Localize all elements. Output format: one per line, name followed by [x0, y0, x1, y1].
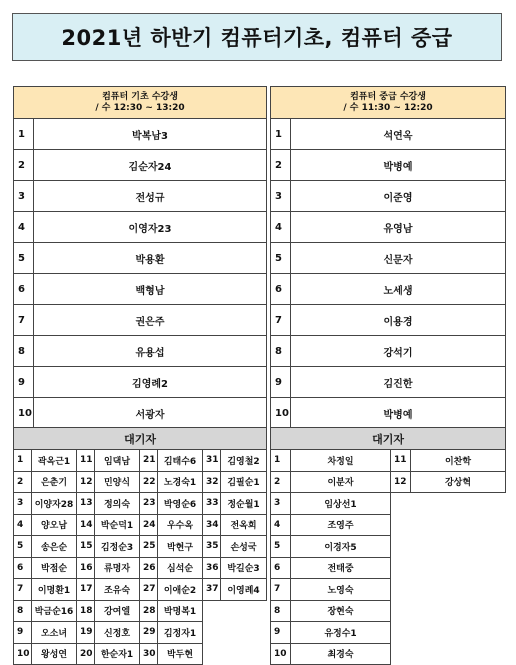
student-number: 1 — [14, 119, 34, 150]
student-row — [14, 243, 267, 274]
waitlist-name: 박영순6 — [158, 493, 203, 515]
waitlist-number: 11 — [77, 450, 95, 472]
waitlist-number: 8 — [271, 600, 291, 622]
waitlist-number: 27 — [140, 579, 158, 601]
waitlist-number: 6 — [271, 557, 291, 579]
student-row — [14, 119, 267, 150]
waitlist-row — [14, 536, 267, 558]
empty-cell — [391, 600, 506, 622]
waitlist-row — [14, 514, 267, 536]
waitlist-row — [271, 600, 506, 622]
waitlist-number: 31 — [203, 450, 221, 472]
waitlist-name: 김필순1 — [221, 471, 267, 493]
waitlist-name: 은춘기 — [32, 471, 77, 493]
waitlist-name: 임댁남 — [95, 450, 140, 472]
waitlist-name: 박순덕1 — [95, 514, 140, 536]
waitlist-name: 최경숙 — [291, 643, 391, 665]
waitlist-row — [271, 514, 506, 536]
waitlist-name: 이양자28 — [32, 493, 77, 515]
student-name: 박용환 — [34, 243, 267, 274]
waitlist-number: 26 — [140, 557, 158, 579]
student-number: 9 — [14, 367, 34, 398]
waitlist-row — [14, 557, 267, 579]
waitlist-name: 류명자 — [95, 557, 140, 579]
basic-waitlist-table — [13, 427, 267, 665]
waitlist-number: 4 — [271, 514, 291, 536]
student-name: 박병예 — [291, 398, 506, 429]
basic-class-table — [13, 86, 267, 429]
waitlist-number: 28 — [140, 600, 158, 622]
waitlist-number: 21 — [140, 450, 158, 472]
student-row — [14, 274, 267, 305]
waitlist-number: 36 — [203, 557, 221, 579]
waitlist-name: 노영숙 — [291, 579, 391, 601]
intermediate-waitlist-table — [270, 427, 506, 665]
waitlist-number: 25 — [140, 536, 158, 558]
waitlist-name: 양오남 — [32, 514, 77, 536]
waitlist-name: 이영례4 — [221, 579, 267, 601]
waitlist-name: 노경숙1 — [158, 471, 203, 493]
waitlist-number: 33 — [203, 493, 221, 515]
waitlist-name: 장현숙 — [291, 600, 391, 622]
student-row — [14, 305, 267, 336]
student-name: 박병예 — [291, 150, 506, 181]
student-name: 백형남 — [34, 274, 267, 305]
waitlist-number: 3 — [271, 493, 291, 515]
waitlist-name: 심석순 — [158, 557, 203, 579]
student-name: 김진한 — [291, 367, 506, 398]
student-row — [271, 119, 506, 150]
student-number: 8 — [14, 336, 34, 367]
waitlist-number: 4 — [14, 514, 32, 536]
waitlist-number: 35 — [203, 536, 221, 558]
empty-cell — [391, 536, 506, 558]
waitlist-number: 24 — [140, 514, 158, 536]
basic-header-line2: / 수 12:30 ~ 13:20 — [95, 102, 185, 113]
waitlist-number: 1 — [14, 450, 32, 472]
student-name: 서광자 — [34, 398, 267, 429]
waitlist-name: 박두현 — [158, 643, 203, 665]
intermediate-header-line2: / 수 11:30 ~ 12:20 — [343, 102, 433, 113]
waitlist-number: 9 — [14, 622, 32, 644]
student-number: 2 — [271, 150, 291, 181]
waitlist-name: 우수옥 — [158, 514, 203, 536]
waitlist-number: 8 — [14, 600, 32, 622]
waitlist-row — [14, 579, 267, 601]
student-number: 10 — [271, 398, 291, 429]
empty-cell — [203, 600, 267, 622]
waitlist-number: 12 — [391, 471, 411, 493]
basic-header-line1: 컴퓨터 기초 수강생 — [102, 91, 178, 102]
waitlist-number: 2 — [14, 471, 32, 493]
student-number: 8 — [271, 336, 291, 367]
waitlist-number: 30 — [140, 643, 158, 665]
waitlist-number: 12 — [77, 471, 95, 493]
student-row — [271, 243, 506, 274]
student-number: 7 — [271, 305, 291, 336]
waitlist-name: 조유숙 — [95, 579, 140, 601]
waitlist-name: 한순자1 — [95, 643, 140, 665]
waitlist-row — [271, 536, 506, 558]
waitlist-number: 1 — [271, 450, 291, 472]
student-row — [14, 367, 267, 398]
student-number: 6 — [14, 274, 34, 305]
waitlist-row — [271, 622, 506, 644]
empty-cell — [391, 514, 506, 536]
student-name: 전성규 — [34, 181, 267, 212]
waitlist-number: 16 — [77, 557, 95, 579]
waitlist-name: 신정호 — [95, 622, 140, 644]
student-row — [271, 398, 506, 429]
student-name: 김영례2 — [34, 367, 267, 398]
student-number: 9 — [271, 367, 291, 398]
student-row — [14, 336, 267, 367]
student-number: 5 — [14, 243, 34, 274]
student-row — [271, 274, 506, 305]
waitlist-row — [271, 450, 506, 472]
waitlist-number: 5 — [271, 536, 291, 558]
student-row — [271, 212, 506, 243]
student-name: 강석기 — [291, 336, 506, 367]
student-name: 김순자24 — [34, 150, 267, 181]
waitlist-number: 7 — [271, 579, 291, 601]
empty-cell — [391, 493, 506, 515]
student-name: 이영자23 — [34, 212, 267, 243]
waitlist-row — [14, 600, 267, 622]
waitlist-number: 11 — [391, 450, 411, 472]
waitlist-name: 이경자5 — [291, 536, 391, 558]
waitlist-number: 20 — [77, 643, 95, 665]
student-number: 4 — [14, 212, 34, 243]
waitlist-number: 15 — [77, 536, 95, 558]
student-name: 박복남3 — [34, 119, 267, 150]
student-number: 5 — [271, 243, 291, 274]
waitlist-number: 18 — [77, 600, 95, 622]
waitlist-row — [271, 579, 506, 601]
waitlist-row — [271, 493, 506, 515]
student-row — [271, 150, 506, 181]
waitlist-name: 정의숙 — [95, 493, 140, 515]
student-row — [271, 181, 506, 212]
intermediate-class-header — [271, 87, 506, 119]
waitlist-row — [271, 471, 506, 493]
waitlist-name: 송은순 — [32, 536, 77, 558]
student-name: 권은주 — [34, 305, 267, 336]
intermediate-class-table — [270, 86, 506, 429]
student-name: 이준영 — [291, 181, 506, 212]
student-row — [14, 181, 267, 212]
waitlist-number: 6 — [14, 557, 32, 579]
waitlist-number: 10 — [14, 643, 32, 665]
waitlist-name: 차정일 — [291, 450, 391, 472]
waitlist-name: 박명복1 — [158, 600, 203, 622]
waitlist-number: 17 — [77, 579, 95, 601]
student-row — [14, 212, 267, 243]
student-name: 유용섭 — [34, 336, 267, 367]
waitlist-number: 9 — [271, 622, 291, 644]
waitlist-number: 13 — [77, 493, 95, 515]
student-number: 1 — [271, 119, 291, 150]
waitlist-name: 유정수1 — [291, 622, 391, 644]
waitlist-name: 정순월1 — [221, 493, 267, 515]
intermediate-header-line1: 컴퓨터 중급 수강생 — [350, 91, 426, 102]
waitlist-name: 김정자1 — [158, 622, 203, 644]
waitlist-number: 10 — [271, 643, 291, 665]
waitlist-row — [271, 643, 506, 665]
waitlist-number: 23 — [140, 493, 158, 515]
waitlist-number: 29 — [140, 622, 158, 644]
student-row — [271, 305, 506, 336]
waitlist-row — [14, 643, 267, 665]
waitlist-row — [14, 493, 267, 515]
basic-waitlist-header: 대기자 — [14, 428, 267, 450]
waitlist-name: 전태중 — [291, 557, 391, 579]
waitlist-row — [14, 450, 267, 472]
waitlist-name: 박점순 — [32, 557, 77, 579]
waitlist-name: 이찬학 — [411, 450, 506, 472]
waitlist-number: 22 — [140, 471, 158, 493]
empty-cell — [203, 622, 267, 644]
waitlist-name: 김정순3 — [95, 536, 140, 558]
student-name: 석연옥 — [291, 119, 506, 150]
waitlist-name: 강상혁 — [411, 471, 506, 493]
waitlist-name: 박현구 — [158, 536, 203, 558]
waitlist-number: 37 — [203, 579, 221, 601]
waitlist-name: 조영주 — [291, 514, 391, 536]
student-number: 7 — [14, 305, 34, 336]
waitlist-name: 강여엘 — [95, 600, 140, 622]
student-number: 10 — [14, 398, 34, 429]
waitlist-name: 이애순2 — [158, 579, 203, 601]
waitlist-name: 손성국 — [221, 536, 267, 558]
student-name: 이용경 — [291, 305, 506, 336]
empty-cell — [391, 579, 506, 601]
waitlist-name: 오소녀 — [32, 622, 77, 644]
student-name: 신문자 — [291, 243, 506, 274]
waitlist-name: 왕성연 — [32, 643, 77, 665]
student-name: 노세생 — [291, 274, 506, 305]
waitlist-name: 민양식 — [95, 471, 140, 493]
waitlist-name: 박금순16 — [32, 600, 77, 622]
empty-cell — [391, 622, 506, 644]
student-row — [271, 367, 506, 398]
student-number: 6 — [271, 274, 291, 305]
student-row — [271, 336, 506, 367]
waitlist-name: 이분자 — [291, 471, 391, 493]
waitlist-name: 전옥희 — [221, 514, 267, 536]
empty-cell — [203, 643, 267, 665]
basic-class-header — [14, 87, 267, 119]
student-number: 3 — [271, 181, 291, 212]
student-number: 3 — [14, 181, 34, 212]
page-title: 2021년 하반기 컴퓨터기초, 컴퓨터 중급 — [12, 13, 502, 61]
waitlist-number: 19 — [77, 622, 95, 644]
waitlist-row — [14, 471, 267, 493]
waitlist-number: 32 — [203, 471, 221, 493]
waitlist-number: 3 — [14, 493, 32, 515]
student-number: 4 — [271, 212, 291, 243]
waitlist-number: 14 — [77, 514, 95, 536]
waitlist-number: 34 — [203, 514, 221, 536]
waitlist-number: 5 — [14, 536, 32, 558]
waitlist-name: 김영철2 — [221, 450, 267, 472]
waitlist-number: 7 — [14, 579, 32, 601]
waitlist-row — [14, 622, 267, 644]
empty-cell — [391, 557, 506, 579]
waitlist-name: 이명환1 — [32, 579, 77, 601]
student-row — [14, 150, 267, 181]
waitlist-name: 김태수6 — [158, 450, 203, 472]
waitlist-number: 2 — [271, 471, 291, 493]
waitlist-row — [271, 557, 506, 579]
empty-cell — [391, 643, 506, 665]
student-number: 2 — [14, 150, 34, 181]
waitlist-name: 임상선1 — [291, 493, 391, 515]
waitlist-name: 곽옥근1 — [32, 450, 77, 472]
student-row — [14, 398, 267, 429]
waitlist-name: 박길순3 — [221, 557, 267, 579]
intermediate-waitlist-header: 대기자 — [271, 428, 506, 450]
student-name: 유영남 — [291, 212, 506, 243]
